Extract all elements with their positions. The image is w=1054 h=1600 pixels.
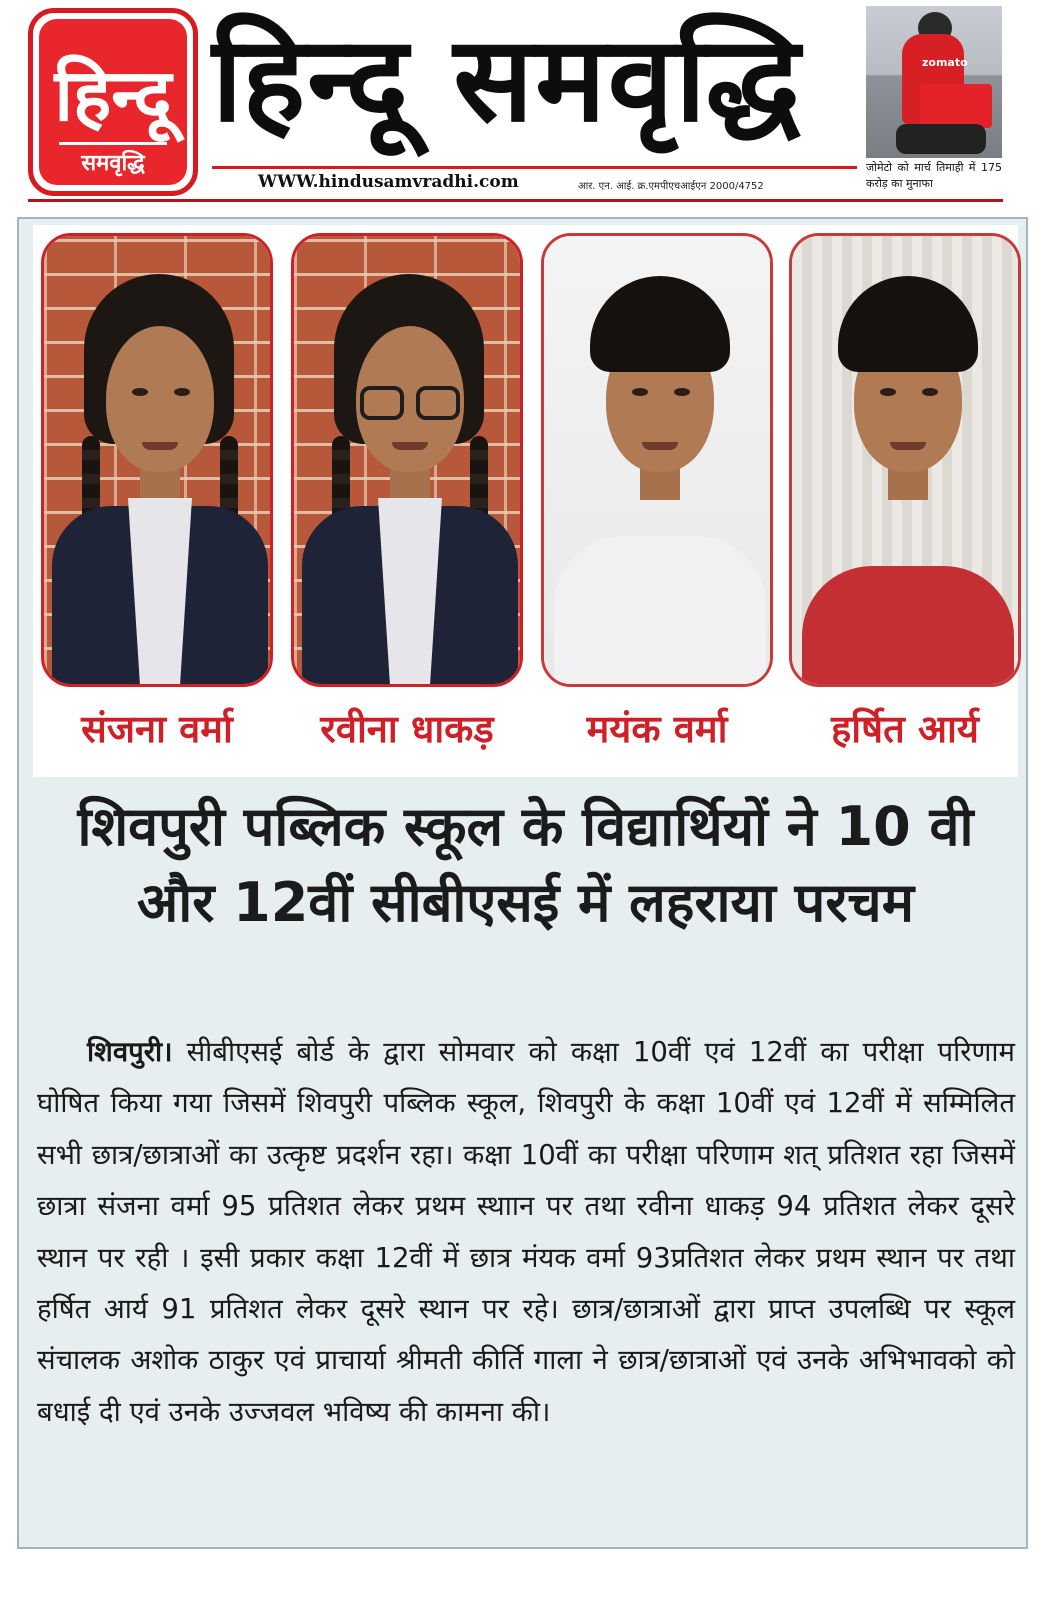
registration-number: आर. एन. आई. क्र.एमपीएचआईएन 2000/4752 xyxy=(578,181,764,192)
spectacles-right xyxy=(416,386,460,420)
student-name-4: हर्षित आर्य xyxy=(831,707,979,751)
article-dateline: शिवपुरी। xyxy=(87,1036,173,1068)
title-divider xyxy=(212,166,857,169)
masthead-bottom-rule xyxy=(28,199,1003,202)
shirt xyxy=(802,566,1014,687)
teaser-photo xyxy=(866,6,1002,158)
logo-main-text: हिन्दू xyxy=(54,53,172,137)
newspaper-logo xyxy=(28,8,198,196)
teaser-bike xyxy=(896,124,986,154)
student-photo-4 xyxy=(789,233,1021,687)
student-photo-1 xyxy=(41,233,273,687)
eye-left xyxy=(632,388,648,396)
masthead xyxy=(0,0,1054,210)
logo-inner xyxy=(39,19,187,185)
spectacles-left xyxy=(360,386,404,420)
student-photo-strip xyxy=(33,225,1018,777)
eye-left xyxy=(132,388,148,396)
teaser-brand-text: zomato xyxy=(922,56,968,69)
article-panel xyxy=(17,217,1028,1549)
newspaper-title: हिन्दू समवृद्धि xyxy=(212,10,803,148)
mouth xyxy=(392,442,428,450)
student-name-3: मयंक वर्मा xyxy=(586,707,728,751)
mouth xyxy=(642,442,678,450)
teaser-delivery-box xyxy=(920,84,992,128)
eye-right xyxy=(674,388,690,396)
teaser-caption: जोमेटो को मार्च तिमाही में 175 करोड़ का मुनाफा xyxy=(866,161,1002,190)
student-photo-3 xyxy=(541,233,773,687)
eye-right xyxy=(922,388,938,396)
student-name-1: संजना वर्मा xyxy=(81,707,233,751)
eye-right xyxy=(174,388,190,396)
student-photo-2 xyxy=(291,233,523,687)
eye-left xyxy=(880,388,896,396)
shirt xyxy=(554,536,766,687)
article-body xyxy=(37,1027,1015,1438)
mouth xyxy=(890,442,926,450)
article-headline: शिवपुरी पब्लिक स्कूल के विद्यार्थियों ने 10 वी और 12वीं सीबीएसई में लहराया परचम xyxy=(77,795,974,934)
article-body-text: सीबीएसई बोर्ड के द्वारा सोमवार को कक्षा 10वीं एवं 12वीं का परीक्षा परिणाम घोषित किया गया जिसमें शिवपुरी पब्लिक स्कूल, शिवपुरी के कक्षा 10वीं एवं 12वीं में सम्मिलित सभी छात्र/छात्राओं का उत्कृष्ट प्रदर्शन रहा। कक्षा 10वीं का परीक्षा परिणाम शत् प्रतिशत रहा जिसमें छात्रा संजना वर्मा 95 प्रतिशत लेकर प्रथम स्थाान पर तथा रवीना धाकड़ 94 प्रतिशत लेकर दूसरे स्थान पर रही । इसी प्रकार कक्षा 12वीं में छात्र मंयक वर्मा 93प्रतिशत लेकर प्रथम स्थान पर तथा हर्षित आर्य 91 प्रतिशत लेकर दूसरे स्थान पर रहे। छात्र/छात्राओं द्वारा प्राप्त उपलब्धि पर स्कूल संचालक अशोक ठाकुर एवं प्राचार्या श्रीमती कीर्ति गाला ने छात्र/छात्राओं एवं उनके अभिभावको को बधाई दी एवं उनके उज्जवल भविष्य की कामना की। xyxy=(37,1036,1015,1428)
mouth xyxy=(142,442,178,450)
student-name-2: रवीना धाकड़ xyxy=(320,707,494,751)
logo-sub-text: समवृद्धि xyxy=(59,142,167,177)
website-url: WWW.hindusamvradhi.com xyxy=(258,172,519,192)
face xyxy=(106,326,214,472)
